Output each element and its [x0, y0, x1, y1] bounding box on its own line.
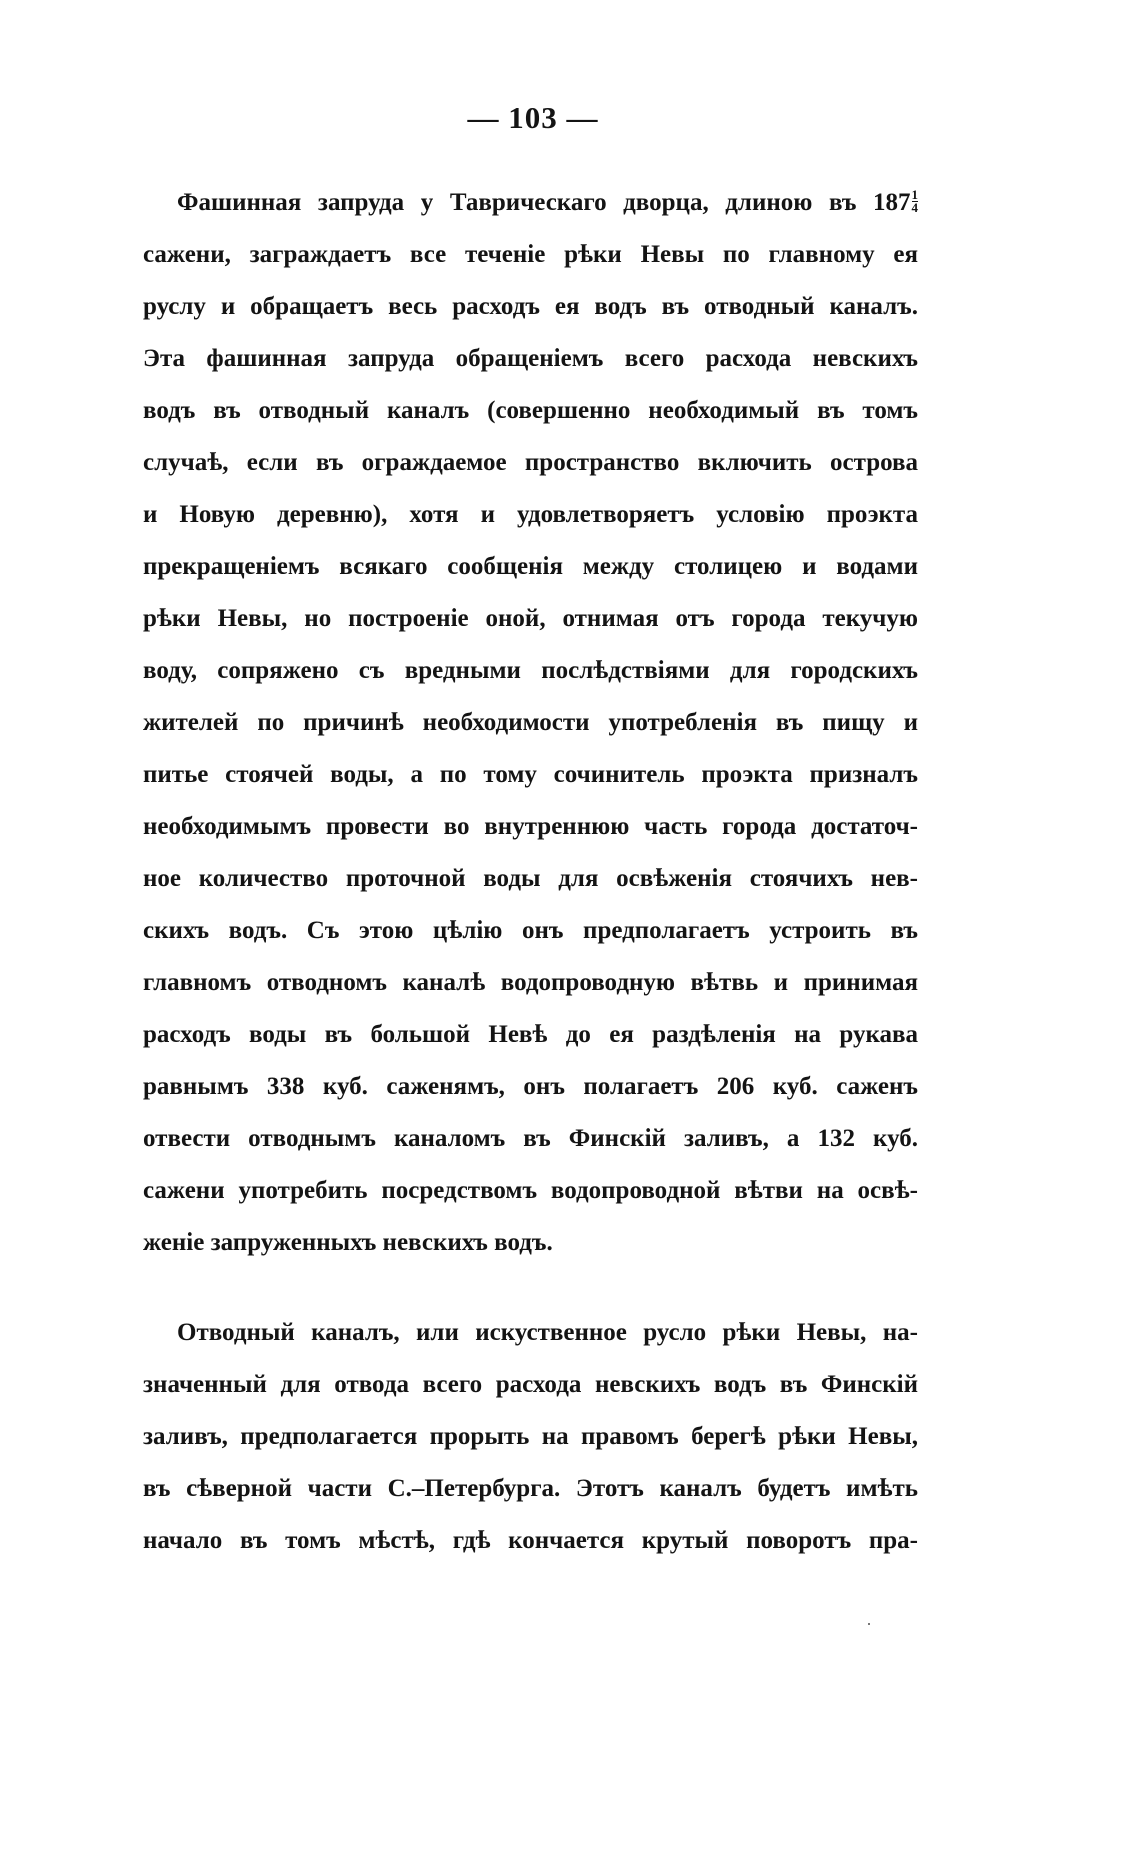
page-number: — 103 —	[467, 100, 599, 135]
paragraph-line: отвести отводнымъ каналомъ въ Финскій заливъ, а 132 куб.	[143, 1125, 918, 1152]
paragraph-line: Фашинная запруда у Таврическаго дворца, длиною въ 187 $\frac{1}{4}$	[177, 187, 918, 216]
paragraph-line: расходъ воды въ большой Невѣ до ея раздѣленія на рукава	[143, 1021, 918, 1048]
paragraph-line: прекращеніемъ всякаго сообщенія между столицею и водами	[143, 553, 918, 580]
paragraph-line: въ сѣверной части С.–Петербурга. Этотъ каналъ будетъ имѣть	[143, 1475, 918, 1502]
paragraph-line: значенный для отвода всего расхода невскихъ водъ въ Финскій	[143, 1371, 918, 1398]
paragraph-line: рѣки Невы, но построеніе оной, отнимая отъ города текучую	[143, 605, 918, 632]
paragraph-line: заливъ, предполагается прорыть на правомъ берегѣ рѣки Невы,	[143, 1423, 918, 1450]
paragraph-line: водъ въ отводный каналъ (совершенно необходимый въ томъ	[143, 397, 918, 424]
paragraph-line: жителей по причинѣ необходимости употребленія въ пищу и	[143, 709, 918, 736]
paragraph-1	[143, 177, 918, 1269]
paragraph-line: женіе запруженныхъ невскихъ водъ.	[143, 1229, 553, 1256]
paragraph-line: Отводный каналъ, или искуственное русло рѣки Невы, на-	[177, 1319, 918, 1346]
paragraph-line: питье стоячей воды, а по тому сочинитель проэкта призналъ	[143, 761, 918, 788]
paragraph-line: начало въ томъ мѣстѣ, гдѣ кончается крутый поворотъ пра-	[143, 1527, 918, 1554]
paragraph-line: скихъ водъ. Съ этою цѣлію онъ предполагаетъ устроить въ	[143, 917, 918, 944]
paragraph-line: руслу и обращаетъ весь расходъ ея водъ въ отводный каналъ.	[143, 293, 918, 320]
fraction-one-quarter: $\frac{1}{4}$	[911, 187, 918, 215]
paragraph-line: воду, сопряжено съ вредными послѣдствіями для городскихъ	[143, 657, 918, 684]
paragraph-line: необходимымъ провести во внутреннюю часть города достаточ-	[143, 813, 918, 840]
scan-speck	[868, 1623, 870, 1625]
paragraph-line: ное количество проточной воды для освѣженія стоячихъ нев-	[143, 865, 918, 892]
paragraph-line: главномъ отводномъ каналѣ водопроводную вѣтвь и принимая	[143, 969, 918, 996]
paragraph-line: сажени, заграждаетъ все теченіе рѣки Невы по главному ея	[143, 241, 918, 268]
paragraph-line: и Новую деревню), хотя и удовлетворяетъ условію проэкта	[143, 501, 918, 528]
paragraph-2	[143, 1307, 918, 1567]
paragraph-line: Эта фашинная запруда обращеніемъ всего расхода невскихъ	[143, 345, 918, 372]
paragraph-line: равнымъ 338 куб. саженямъ, онъ полагаетъ 206 куб. саженъ	[143, 1073, 918, 1100]
paragraph-line: сажени употребить посредствомъ водопроводной вѣтви на освѣ-	[143, 1177, 918, 1204]
paragraph-line: случаѣ, если въ ограждаемое пространство включить острова	[143, 449, 918, 476]
